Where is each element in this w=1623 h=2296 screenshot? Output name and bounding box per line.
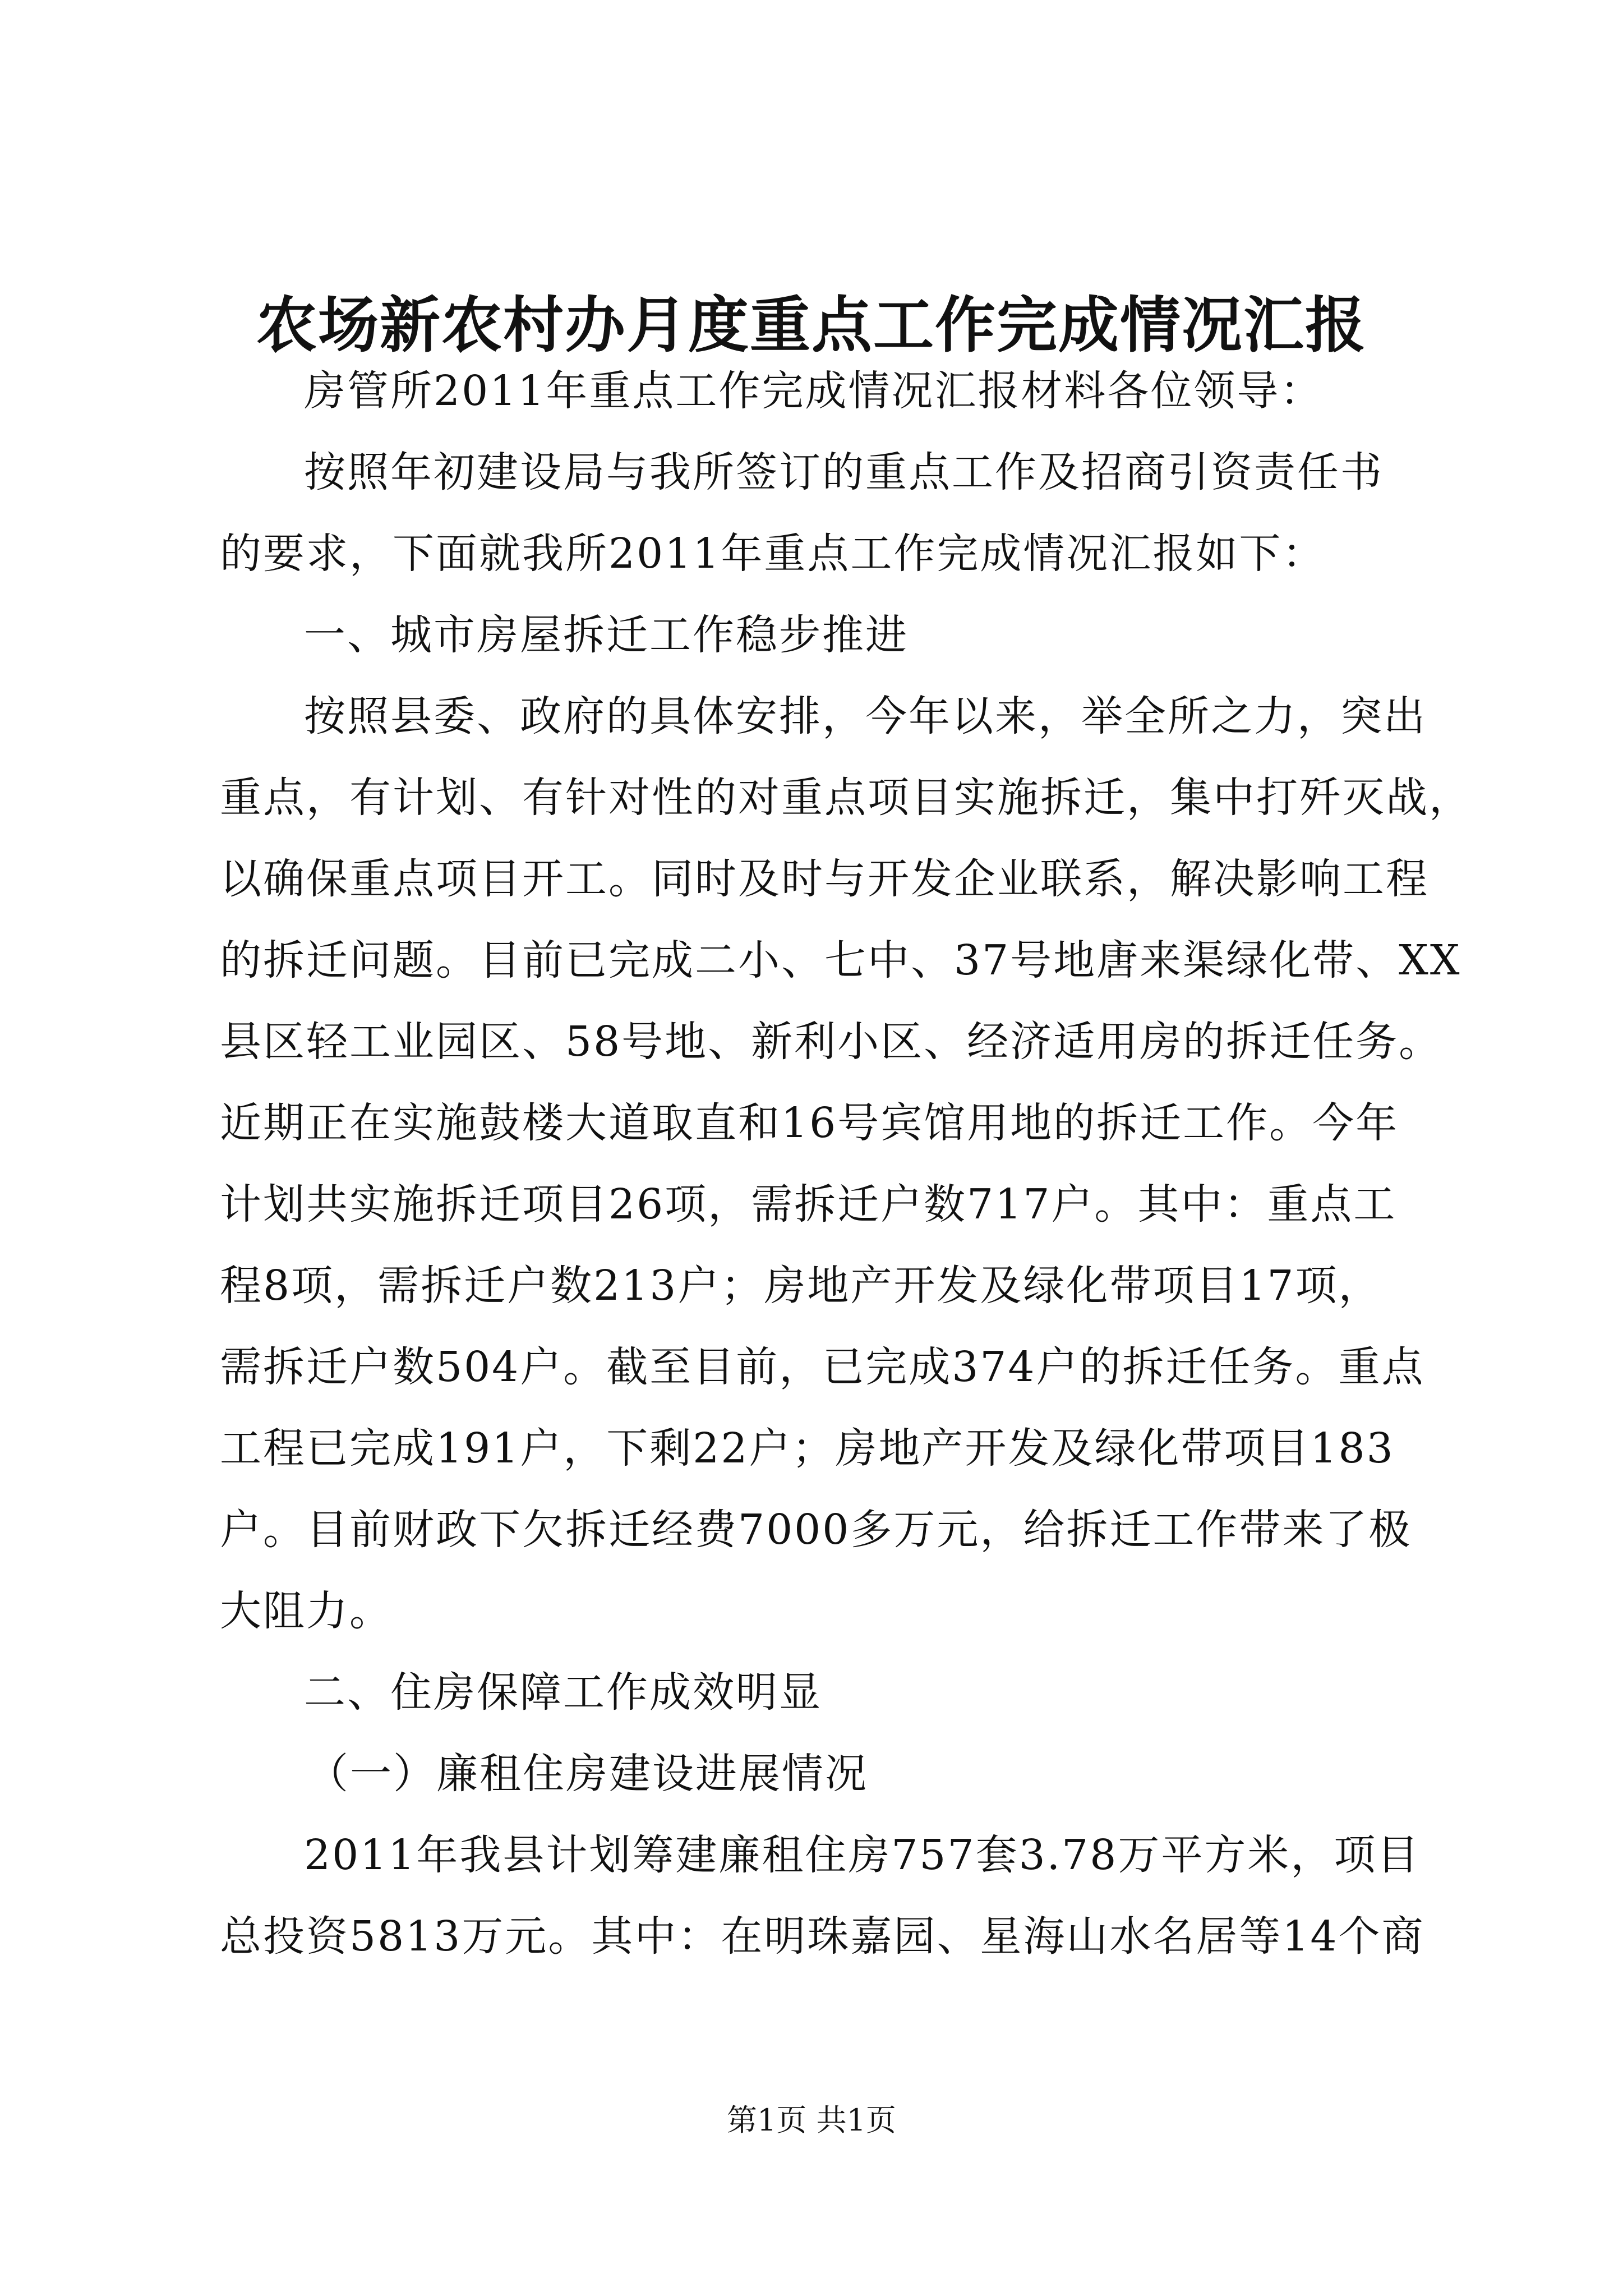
paragraph-line: 近期正在实施鼓楼大道取直和16号宾馆用地的拆迁工作。今年 xyxy=(220,1099,1399,1147)
paragraph-line: 计划共实施拆迁项目26项，需拆迁户数717户。其中：重点工 xyxy=(220,1180,1397,1228)
paragraph-line: 按照年初建设局与我所签订的重点工作及招商引资责任书 xyxy=(304,448,1384,496)
paragraph-line: 工程已完成191户，下剩22户；房地产开发及绿化带项目183 xyxy=(220,1424,1395,1473)
subsection-heading: （一）廉租住房建设进展情况 xyxy=(307,1750,868,1798)
paragraph-line: 以确保重点项目开工。同时及时与开发企业联系，解决影响工程 xyxy=(220,855,1429,903)
paragraph-line: 2011年我县计划筹建廉租住房757套3.78万平方米，项目 xyxy=(304,1831,1421,1879)
paragraph-line: 大阻力。 xyxy=(220,1587,393,1635)
paragraph-line: 总投资5813万元。其中：在明珠嘉园、星海山水名居等14个商 xyxy=(220,1912,1425,1961)
document-body xyxy=(220,351,1472,1977)
paragraph-line: 的拆迁问题。目前已完成二小、七中、37号地唐来渠绿化带、XX xyxy=(220,936,1461,984)
document-title: 农场新农村办月度重点工作完成情况汇报 xyxy=(256,290,1367,361)
section-heading: 一、城市房屋拆迁工作稳步推进 xyxy=(304,611,909,659)
paragraph-line: 的要求，下面就我所2011年重点工作完成情况汇报如下： xyxy=(220,530,1326,578)
paragraph-line: 县区轻工业园区、58号地、新利小区、经济适用房的拆迁任务。 xyxy=(220,1018,1442,1066)
paragraph-line: 程8项，需拆迁户数213户；房地产开发及绿化带项目17项， xyxy=(220,1262,1382,1310)
paragraph-line: 户。目前财政下欠拆迁经费7000多万元，给拆迁工作带来了极 xyxy=(220,1506,1412,1554)
paragraph-line: 需拆迁户数504户。截至目前，已完成374户的拆迁任务。重点 xyxy=(220,1343,1425,1391)
paragraph-line: 按照县委、政府的具体安排，今年以来，举全所之力，突出 xyxy=(304,692,1427,740)
section-heading: 二、住房保障工作成效明显 xyxy=(304,1668,822,1717)
page-footer: 第1页 共1页 xyxy=(727,2102,896,2138)
paragraph-line: 房管所2011年重点工作完成情况汇报材料各位领导： xyxy=(304,367,1324,415)
paragraph-line: 重点，有计划、有针对性的对重点项目实施拆迁，集中打歼灭战， xyxy=(220,774,1472,822)
